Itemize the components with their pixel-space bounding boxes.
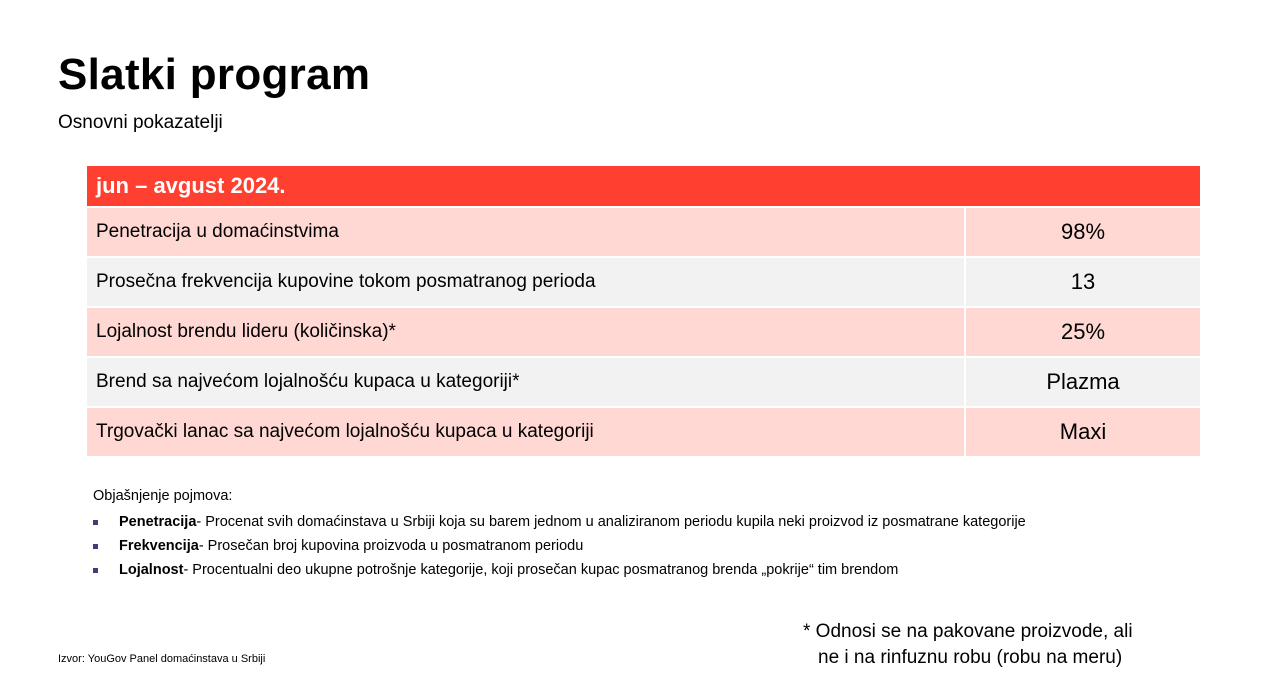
row-value-top-brand: Plazma (966, 358, 1200, 406)
glossary-item-frequency (93, 534, 1026, 558)
table-period-header: jun – avgust 2024. (87, 166, 1200, 206)
row-value-leader-loyalty: 25% (966, 308, 1200, 356)
row-label-top-retailer: Trgovački lanac sa najvećom lojalnošću kupaca u kategoriji (87, 408, 964, 456)
square-bullet-icon (93, 568, 98, 573)
table-row (87, 258, 1200, 306)
source-note: Izvor: YouGov Panel domaćinstava u Srbiji (58, 653, 266, 665)
square-bullet-icon (93, 520, 98, 525)
glossary-definition: - Procenat svih domaćinstava u Srbiji koja su barem jednom u analiziranom periodu kupila neki proizvod iz posmatrane kategorije (196, 514, 1026, 530)
indicators-table (87, 166, 1200, 456)
row-value-frequency: 13 (966, 258, 1200, 306)
table-row (87, 208, 1200, 256)
footnote-line-2: ne i na rinfuznu robu (robu na meru) (818, 647, 1123, 668)
row-label-top-brand: Brend sa najvećom lojalnošću kupaca u kategoriji* (87, 358, 964, 406)
glossary-item-penetration (93, 510, 1026, 534)
table-row (87, 408, 1200, 456)
glossary-definition: - Prosečan broj kupovina proizvoda u posmatranom periodu (198, 538, 584, 554)
row-label-frequency: Prosečna frekvencija kupovine tokom posmatranog perioda (87, 258, 964, 306)
page-subtitle: Osnovni pokazatelji (58, 112, 223, 133)
glossary-term: Lojalnost (119, 562, 184, 578)
glossary-term: Penetracija (119, 514, 197, 530)
row-label-leader-loyalty: Lojalnost brendu lideru (količinska)* (87, 308, 964, 356)
table-row (87, 358, 1200, 406)
footnote (803, 619, 1133, 671)
glossary-definition: - Procentualni deo ukupne potrošnje kategorije, koji prosečan kupac posmatranog brenda „pokrije“ tim brendom (183, 562, 899, 578)
row-label-penetration: Penetracija u domaćinstvima (87, 208, 964, 256)
glossary-title: Objašnjenje pojmova: (93, 488, 233, 504)
glossary-item-loyalty (93, 558, 1026, 582)
row-value-top-retailer: Maxi (966, 408, 1200, 456)
glossary (93, 486, 1026, 582)
table-row (87, 308, 1200, 356)
glossary-term: Frekvencija (119, 538, 199, 554)
square-bullet-icon (93, 544, 98, 549)
page-title: Slatki program (58, 50, 371, 99)
row-value-penetration: 98% (966, 208, 1200, 256)
footnote-line-1: * Odnosi se na pakovane proizvode, ali (803, 621, 1133, 642)
